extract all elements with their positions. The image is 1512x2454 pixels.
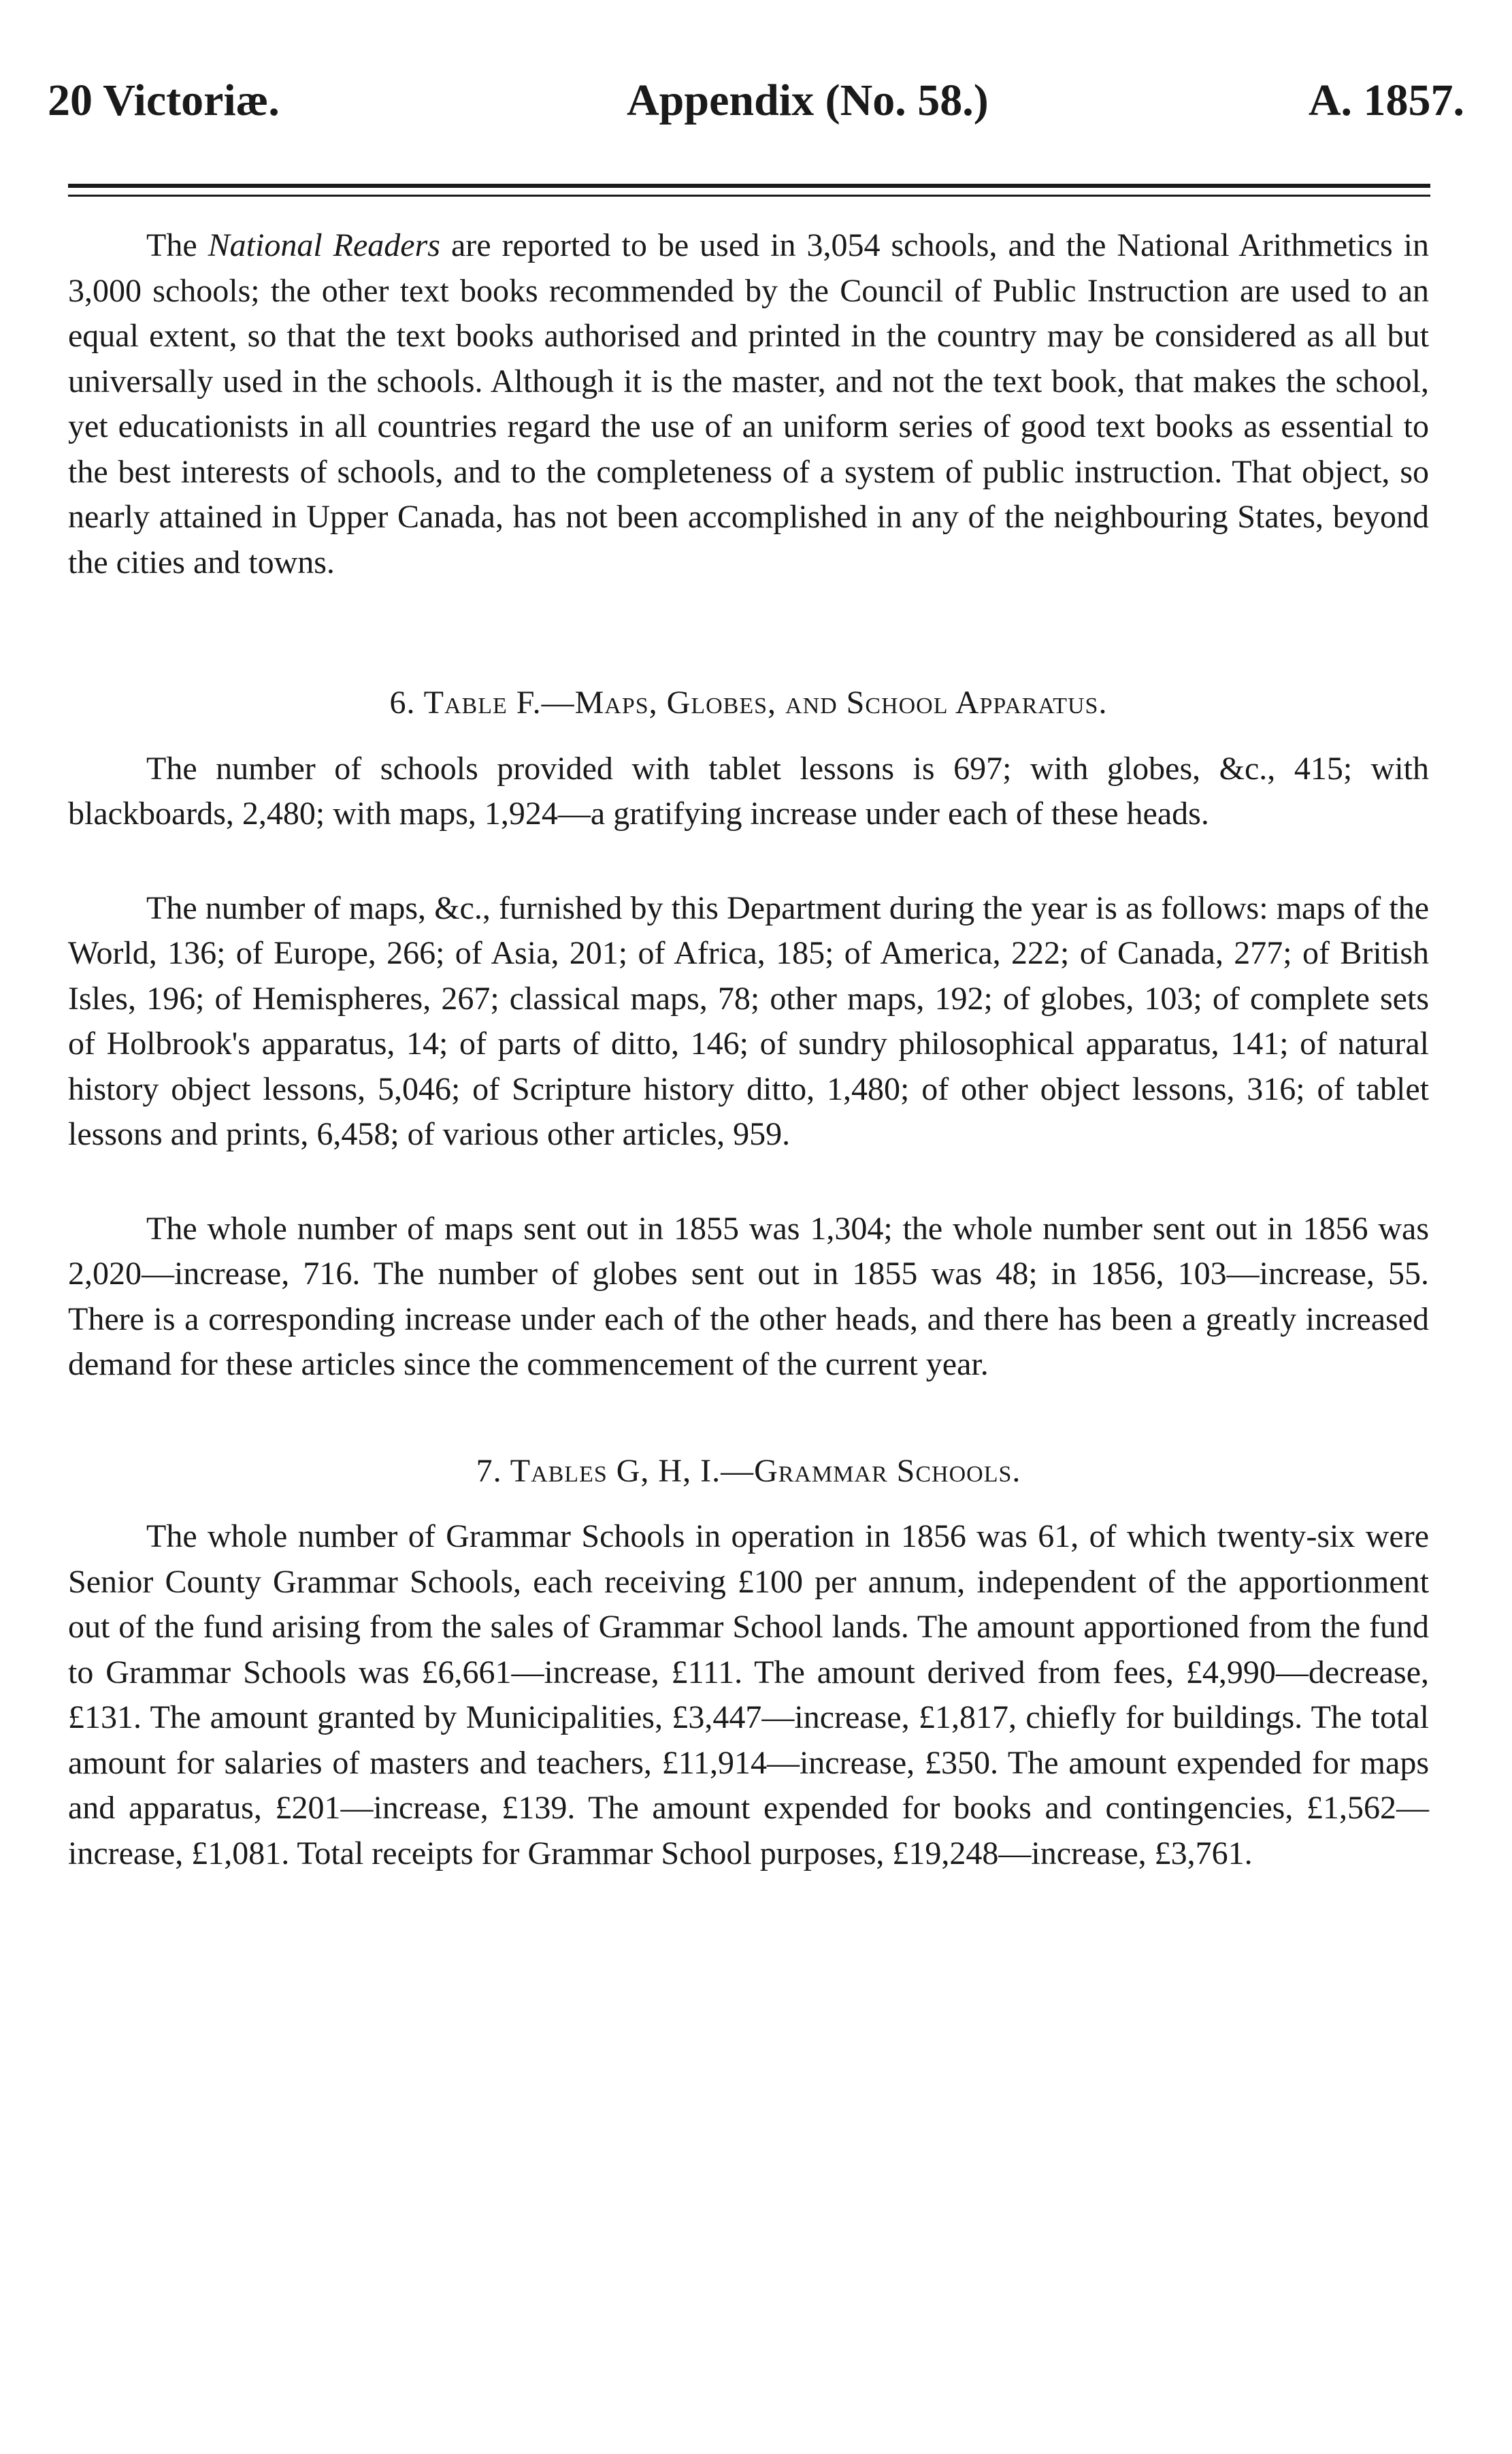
header-session: 20 Victoriæ. <box>48 76 280 125</box>
section-6-heading: 6. Table F.—Maps, Globes, and School Apparatus. <box>389 685 1108 721</box>
document-body <box>68 223 1429 1876</box>
section-6-paragraph-2: The number of maps, &c., furnished by this Department during the year is as follows: maps of the World, 136; of Europe, 266; of Asia, 201; of Africa, 185; of America, 222; of Canada, 277; of British Isles, 196; of Hemispheres, 267; classical maps, 78; other maps, 192; of globes, 103; of complete sets of Holbrook's apparatus, 14; of parts of ditto, 146; of sundry philosophical apparatus, 141; of natural history object lessons, 5,046; of Scripture history ditto, 1,480; of other object lessons, 316; of tablet lessons and prints, 6,458; of various other articles, 959. <box>68 889 1429 1152</box>
intro-rest: are reported to be used in 3,054 schools, and the National Arithmetics in 3,000 schools; the other text books recommended by the Council of Public Instruction are used to an equal extent, so that the text books authorised and printed in the country may be considered as all but universally used in the schools. Although it is the master, and not the text book, that makes the school, yet educationists in all countries regard the use of an uniform series of good text books as essential to the best interests of schools, and to the completeness of a system of public instruction. That object, so nearly attained in Upper Canada, has not been accomplished in any of the neighbouring States, beyond the cities and towns. <box>68 227 1430 580</box>
section-7-heading: 7. Tables G, H, I.—Grammar Schools. <box>476 1452 1021 1489</box>
header-appendix: Appendix (No. 58.) <box>627 76 989 125</box>
intro-paragraph <box>68 223 1429 585</box>
section-7-paragraph-1: The whole number of Grammar Schools in operation in 1856 was 61, of which twenty-six were Senior County Grammar Schools, each receiving £100 per annum, independent of the apportionment out of the fund arising from the sales of Grammar School lands. The amount apportioned from the fund to Grammar Schools was £6,661—increase, £111. The amount derived from fees, £4,990—decrease, £131. The amount granted by Municipalities, £3,447—increase, £1,817, chiefly for buildings. The total amount for salaries of masters and teachers, £11,914—increase, £350. The amount expended for maps and apparatus, £201—increase, £139. The amount expended for books and contingencies, £1,562—increase, £1,081. Total receipts for Grammar School purposes, £19,248—increase, £3,761. <box>68 1518 1429 1871</box>
intro-lead: The <box>146 227 208 263</box>
section-6-paragraph-3: The whole number of maps sent out in 1855 was 1,304; the whole number sent out in 1856 was 2,020—increase, 716. The number of globes sent out in 1855 was 48; in 1856, 103—increase, 55. There is a corresponding increase under each of the other heads, and there has been a greatly increased demand for these articles since the commencement of the current year. <box>68 1210 1429 1382</box>
intro-italic-title: National Readers <box>208 227 440 263</box>
section-6-paragraph-1: The number of schools provided with tablet lessons is 697; with globes, &c., 415; with blackboards, 2,480; with maps, 1,924—a gratifying increase under each of these heads. <box>68 750 1429 832</box>
header-year: A. 1857. <box>1308 76 1464 125</box>
page-header <box>41 75 1471 150</box>
header-rule-thick <box>68 184 1430 188</box>
header-rule-thin <box>68 195 1430 197</box>
